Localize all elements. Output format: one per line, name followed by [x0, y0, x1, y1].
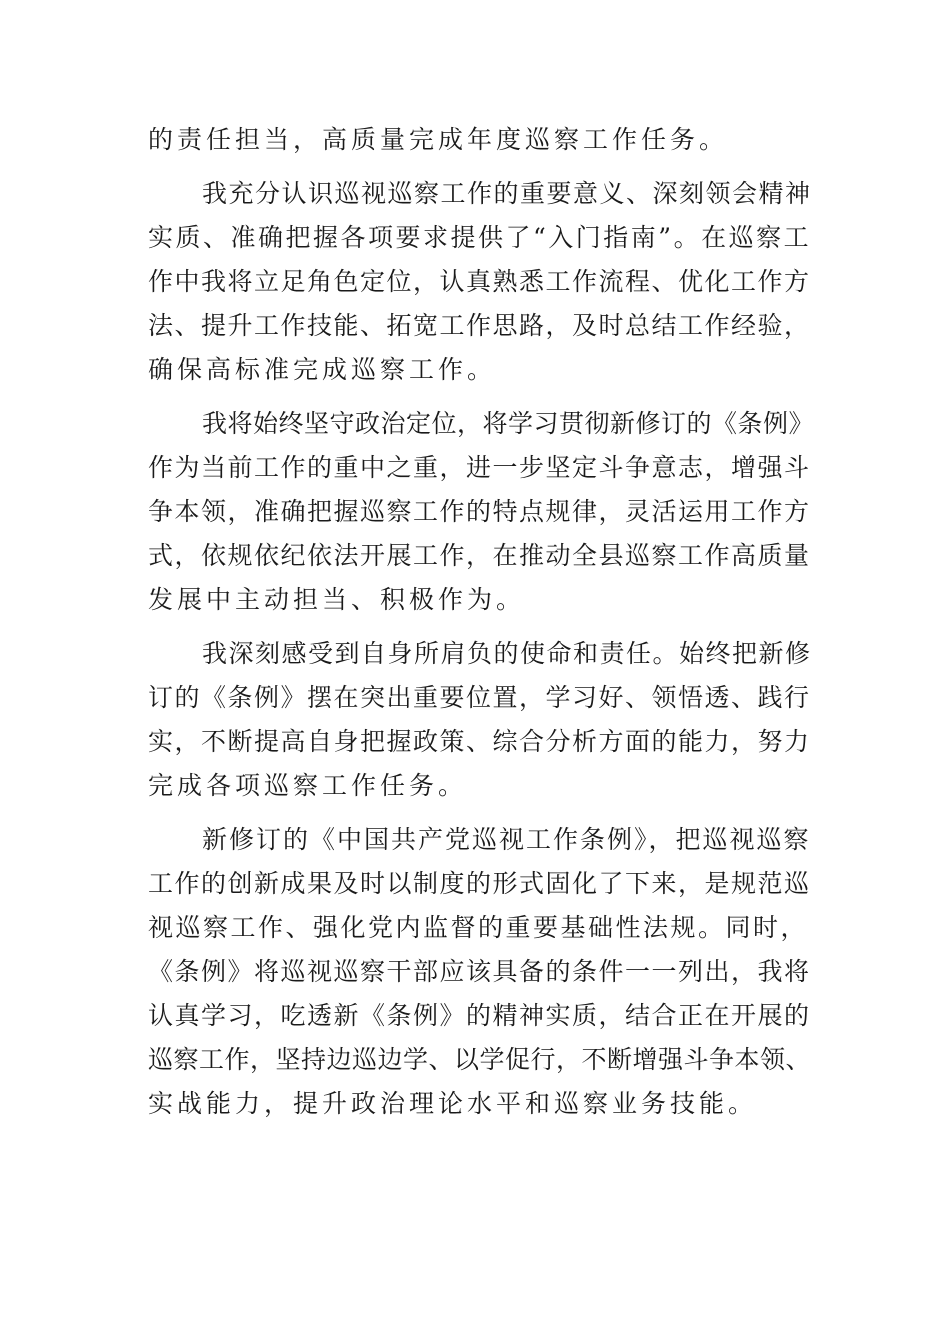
text-line: 《条例》将巡视巡察干部应该具备的条件一一列出，我将 — [148, 957, 811, 986]
text-line: 实，不断提高自身把握政策、综合分析方面的能力，努力 — [148, 727, 811, 756]
text-line: 作中我将立足角色定位，认真熟悉工作流程、优化工作方 — [148, 267, 811, 296]
text-line: 实战能力，提升政治理论水平和巡察业务技能。 — [148, 1089, 758, 1118]
text-line: 巡察工作，坚持边巡边学、以学促行，不断增强斗争本领、 — [148, 1045, 812, 1074]
text-line: 确保高标准完成巡察工作。 — [148, 355, 497, 384]
text-line: 发展中主动担当、积极作为。 — [148, 585, 526, 614]
paragraph — [148, 632, 816, 808]
document-body — [148, 118, 816, 1136]
paragraph — [148, 402, 816, 622]
paragraph — [148, 118, 816, 162]
text-line: 视巡察工作、强化党内监督的重要基础性法规。同时， — [148, 913, 809, 942]
text-line: 作为当前工作的重中之重，进一步坚定斗争意志，增强斗 — [148, 453, 811, 482]
text-line: 我深刻感受到自身所肩负的使命和责任。始终把新修 — [202, 639, 812, 668]
text-line: 新修订的《中国共产党巡视工作条例》，把巡视巡察 — [202, 825, 811, 854]
text-line: 我将始终坚守政治定位，将学习贯彻新修订的《条例》 — [202, 409, 815, 438]
paragraph — [148, 818, 816, 1126]
text-line: 我充分认识巡视巡察工作的重要意义、深刻领会精神 — [202, 179, 812, 208]
text-line: 工作的创新成果及时以制度的形式固化了下来，是规范巡 — [148, 869, 811, 898]
text-line: 的责任担当，高质量完成年度巡察工作任务。 — [148, 125, 729, 154]
text-line: 法、提升工作技能、拓宽工作思路，及时总结工作经验， — [148, 311, 811, 340]
paragraph — [148, 172, 816, 392]
text-line: 完成各项巡察工作任务。 — [148, 771, 468, 800]
text-line: 订的《条例》摆在突出重要位置，学习好、领悟透、践行 — [148, 683, 811, 712]
text-line: 实质、准确把握各项要求提供了“入门指南”。在巡察工 — [148, 223, 812, 252]
text-line: 式，依规依纪依法开展工作，在推动全县巡察工作高质量 — [148, 541, 811, 570]
text-line: 争本领，准确把握巡察工作的特点规律，灵活运用工作方 — [148, 497, 811, 526]
text-line: 认真学习，吃透新《条例》的精神实质，结合正在开展的 — [148, 1001, 811, 1030]
